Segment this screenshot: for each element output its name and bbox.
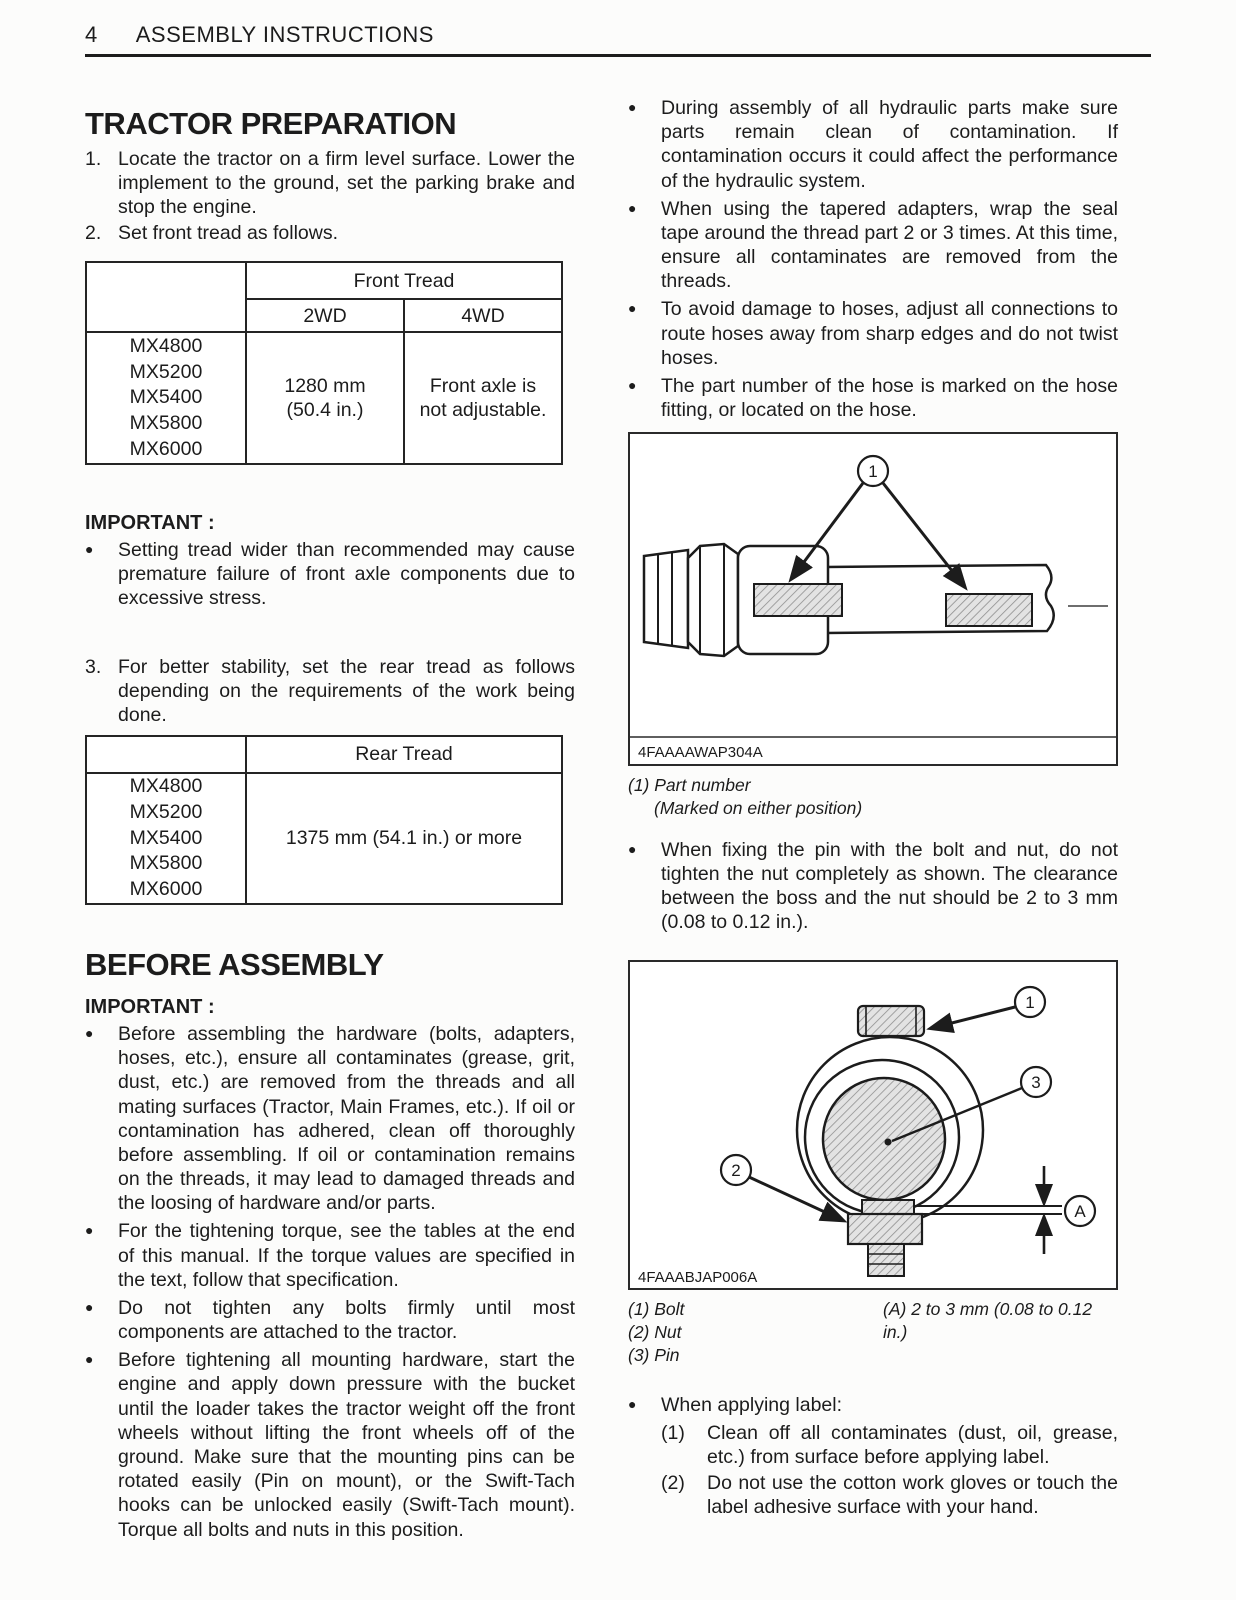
bullet-text: For the tightening torque, see the tables at the end of this manual. If the torque values are specified in the text, follow that specification. xyxy=(118,1220,575,1291)
callout-1-label: 1 xyxy=(868,462,878,482)
front-tread-4wd-value xyxy=(404,332,562,464)
step-number: 2. xyxy=(85,222,102,245)
page-number: 4 xyxy=(85,22,98,47)
callout-2-label: 2 xyxy=(731,1161,741,1181)
value-line: (50.4 in.) xyxy=(286,399,364,422)
bullet-text: Do not tighten any bolts firmly until most components are attached to the tractor. xyxy=(118,1296,575,1344)
callout-3-label: 3 xyxy=(1031,1073,1041,1093)
label-bullet xyxy=(628,1393,1118,1417)
value-line: not adjustable. xyxy=(419,399,547,422)
part-number-bullet xyxy=(628,374,1118,422)
important-bullet xyxy=(85,538,575,611)
bullet-text: Setting tread wider than recommended may cause premature failure of front axle components due to excessive stress. xyxy=(118,539,575,610)
rear-tread-header: Rear Tread xyxy=(246,736,562,773)
figure-hose-part-number xyxy=(628,432,1118,766)
bullet-icon: ● xyxy=(85,1025,94,1042)
model-row: MX5200 xyxy=(129,800,203,823)
substep-text: Clean off all contaminates (dust, oil, grease, etc.) from surface before applying label. xyxy=(707,1421,1118,1469)
hose-diagram xyxy=(630,434,1116,764)
model-row: MX5200 xyxy=(129,360,203,383)
substep-number: (1) xyxy=(661,1421,685,1444)
bullet-icon: ● xyxy=(628,1395,637,1412)
step-number: 1. xyxy=(85,147,102,170)
bullet-icon: ● xyxy=(85,541,94,558)
bullet-icon: ● xyxy=(628,199,637,216)
important-label: IMPORTANT : xyxy=(85,996,215,1019)
label-substeps xyxy=(628,1421,1118,1520)
model-row: MX5800 xyxy=(129,852,203,875)
bullet-icon: ● xyxy=(628,300,637,317)
model-row: MX5400 xyxy=(129,826,203,849)
page-title: ASSEMBLY INSTRUCTIONS xyxy=(135,22,434,47)
bullet-text: When using the tapered adapters, wrap the seal tape around the thread part 2 or 3 times. At this time, ensure all contaminates are removed from the threads. xyxy=(661,197,1118,293)
callout-a-label: A xyxy=(1074,1202,1086,1222)
step-text: For better stability, set the rear tread as follows depending on the requirements of the work being done. xyxy=(118,655,575,726)
figure1-code: 4FAAAAWAP304A xyxy=(638,744,763,762)
bullet-text: Before tightening all mounting hardware, start the engine and apply down pressure with the bucket until the loader takes the tractor weight off the front wheels without lifting the front wheels off of the ground. Make sure that the mounting pins can be rotated easily (Pin on mount), or the Swift-Tach hooks can be unlocked easily (Swift-Tach mount). Torque all bolts and nuts in this position. xyxy=(118,1349,575,1541)
label-substep-2 xyxy=(661,1471,1118,1519)
col-header-4wd: 4WD xyxy=(404,299,562,332)
step-2 xyxy=(85,221,575,245)
bullet-text: When applying label: xyxy=(661,1393,843,1416)
seal-tape-bullet xyxy=(628,197,1118,294)
important-bullet xyxy=(85,1022,575,1215)
step-text: Set front tread as follows. xyxy=(118,222,339,245)
figure2-code: 4FAAABJAP006A xyxy=(638,1269,758,1287)
figure-bolt-nut-pin xyxy=(628,960,1118,1290)
model-row: MX5800 xyxy=(129,412,203,435)
bullet-text: During assembly of all hydraulic parts make sure parts remain clean of contamination. If contamination occurs it could affect the performance of the hydraulic system. xyxy=(661,97,1118,192)
label-substep-1 xyxy=(661,1421,1118,1469)
front-tread-table xyxy=(85,261,563,465)
caption-line: (Marked on either position) xyxy=(654,797,863,818)
section-title-before-assembly: BEFORE ASSEMBLY xyxy=(85,946,384,982)
model-row: MX6000 xyxy=(129,437,203,460)
bullet-text: When fixing the pin with the bolt and nut, do not tighten the nut completely as shown. The clearance between the boss and the nut should be 2 to 3 mm (0.08 to 0.12 in.). xyxy=(661,838,1118,934)
section-title-tractor-preparation: TRACTOR PREPARATION xyxy=(85,106,457,141)
caption-dimension: (A) 2 to 3 mm (0.08 to 0.12 in.) xyxy=(883,1299,1093,1343)
page-header xyxy=(85,22,1153,48)
caption-line: (1) Bolt xyxy=(628,1299,685,1320)
model-row: MX5400 xyxy=(129,386,203,409)
bullet-icon: ● xyxy=(628,376,637,393)
rear-tread-corner-cell xyxy=(86,736,246,773)
front-tread-span-header: Front Tread xyxy=(246,262,562,299)
bullet-text: To avoid damage to hoses, adjust all connections to route hoses away from sharp edges and do not twist hoses. xyxy=(661,298,1118,369)
hydraulic-bullet xyxy=(628,96,1118,193)
substep-number: (2) xyxy=(661,1472,685,1495)
callout-1-label: 1 xyxy=(1025,993,1035,1013)
important-bullet xyxy=(85,1219,575,1292)
bullet-icon: ● xyxy=(85,1298,94,1315)
substep-text: Do not use the cotton work gloves or touch the label adhesive surface with your hand. xyxy=(707,1472,1118,1519)
bullet-icon: ● xyxy=(628,99,637,115)
left-column xyxy=(85,96,575,1546)
value-line: 1280 mm xyxy=(284,375,366,398)
rear-tread-table xyxy=(85,735,563,905)
col-header-2wd: 2WD xyxy=(246,299,404,332)
caption-line: (3) Pin xyxy=(628,1344,680,1365)
hose-routing-bullet xyxy=(628,297,1118,370)
caption-line: (1) Part number xyxy=(628,775,751,796)
caption-line: (2) Nut xyxy=(628,1322,682,1343)
important-label: IMPORTANT : xyxy=(85,512,215,535)
value-line: Front axle is xyxy=(429,375,537,398)
bullet-icon: ● xyxy=(628,840,637,857)
important-bullet xyxy=(85,1296,575,1344)
figure1-caption xyxy=(628,774,1118,820)
front-tread-corner-cell xyxy=(86,262,246,332)
step-text: Locate the tractor on a firm level surface. Lower the implement to the ground, set the parking brake and stop the engine. xyxy=(118,147,575,218)
pin-bolt-nut-bullet xyxy=(628,838,1118,935)
important-bullet xyxy=(85,1348,575,1541)
model-row: MX4800 xyxy=(129,334,203,357)
model-row: MX6000 xyxy=(129,878,203,900)
bolt-nut-pin-diagram xyxy=(630,962,1116,1288)
bullet-icon: ● xyxy=(85,1351,94,1368)
bullet-text: The part number of the hose is marked on the hose fitting, or located on the hose. xyxy=(661,374,1118,422)
figure2-caption xyxy=(628,1298,1118,1366)
rear-tread-value: 1375 mm (54.1 in.) or more xyxy=(246,773,562,904)
bullet-text: Before assembling the hardware (bolts, adapters, hoses, etc.), ensure all contaminates (grease, grit, dust, etc.) are removed from the threads and all mating surfaces (Tractor, Main Frames, etc.). If oil or contamination has adhered, clean off thoroughly before assembling. If oil or contamination remains on the threads, it may lead to damaged threads and the loosing of hardware and/or parts. xyxy=(118,1023,575,1215)
front-tread-models-cell xyxy=(86,332,246,464)
header-rule xyxy=(85,54,1151,57)
bullet-icon: ● xyxy=(85,1222,94,1239)
model-row: MX4800 xyxy=(129,775,203,798)
rear-tread-models-cell xyxy=(86,773,246,904)
right-column xyxy=(628,96,1118,1520)
step-1 xyxy=(85,147,575,220)
front-tread-2wd-value xyxy=(246,332,404,464)
step-3 xyxy=(85,655,575,728)
step-number: 3. xyxy=(85,655,102,678)
